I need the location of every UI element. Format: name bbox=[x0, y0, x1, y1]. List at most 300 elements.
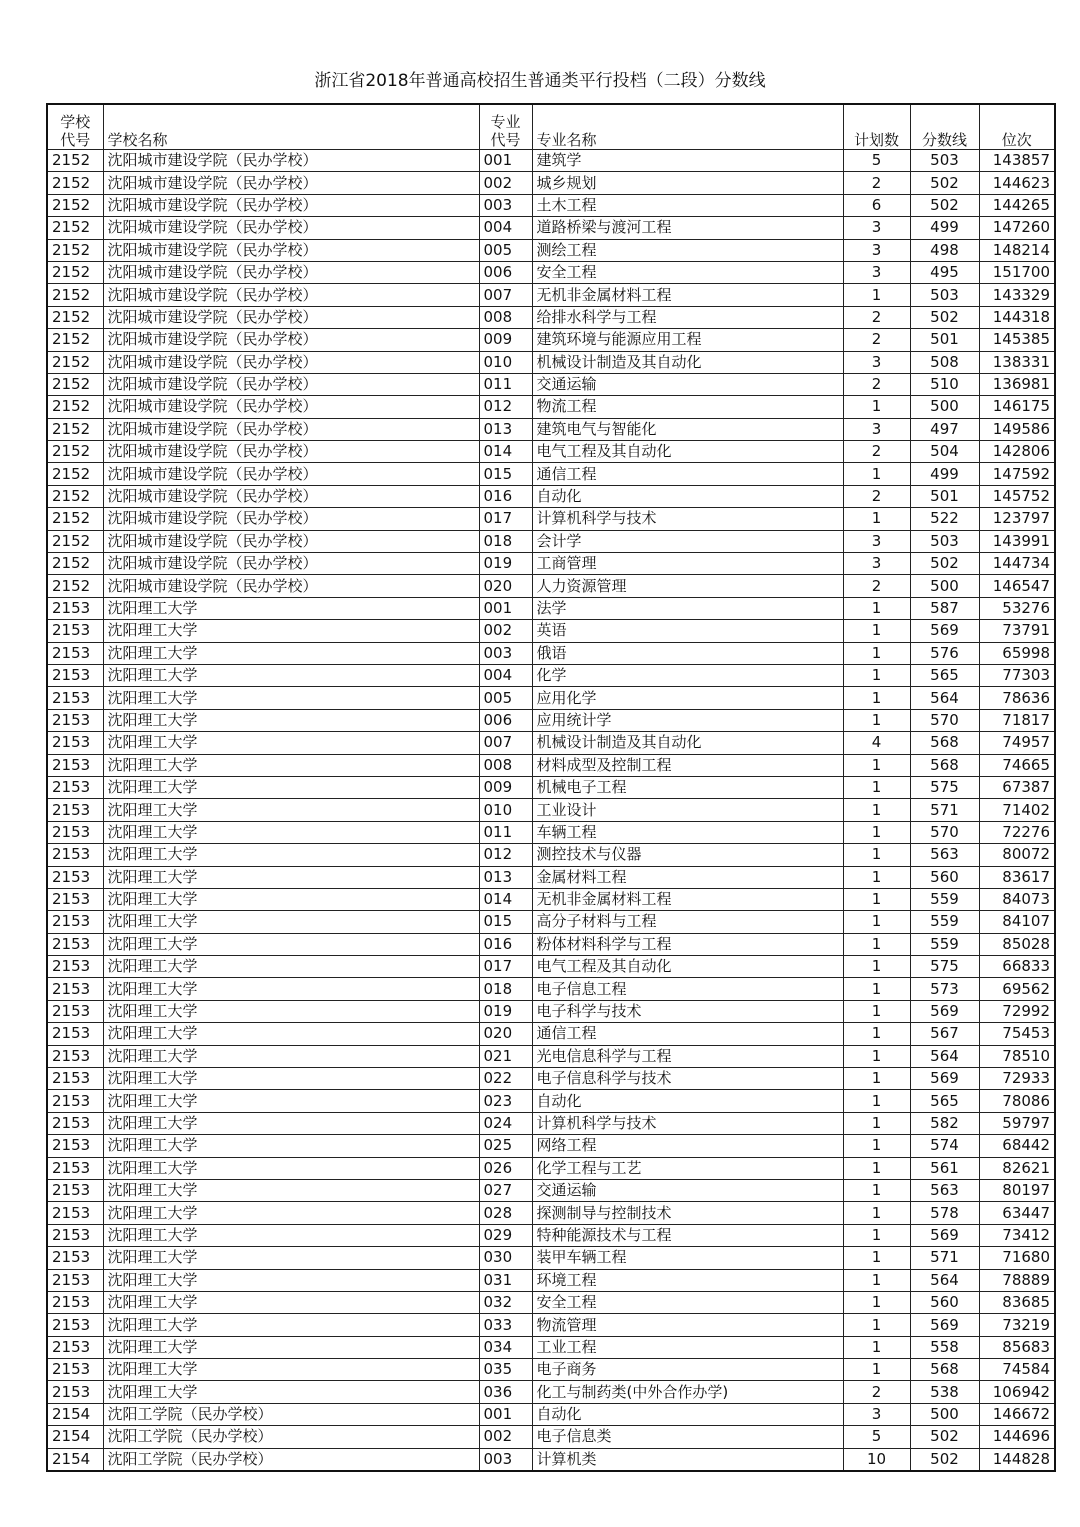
table-row bbox=[47, 664, 1055, 686]
major-name-cell: 无机非金属材料工程 bbox=[532, 284, 843, 306]
major-name-cell: 安全工程 bbox=[532, 261, 843, 283]
major-name-cell: 无机非金属材料工程 bbox=[532, 888, 843, 910]
table-row bbox=[47, 1336, 1055, 1358]
rank-cell: 147260 bbox=[979, 217, 1055, 239]
school-code-cell: 2154 bbox=[47, 1426, 103, 1448]
table-row bbox=[47, 306, 1055, 328]
major-name-cell: 俄语 bbox=[532, 642, 843, 664]
header-major-code: 专业 代号 bbox=[479, 104, 532, 150]
school-name-cell: 沈阳城市建设学院（民办学校） bbox=[103, 553, 479, 575]
table-row bbox=[47, 396, 1055, 418]
school-code-cell: 2153 bbox=[47, 888, 103, 910]
rank-cell: 85683 bbox=[979, 1336, 1055, 1358]
plan-count-cell: 1 bbox=[843, 1135, 910, 1157]
plan-count-cell: 1 bbox=[843, 709, 910, 731]
school-code-cell: 2153 bbox=[47, 821, 103, 843]
school-code-cell: 2153 bbox=[47, 664, 103, 686]
plan-count-cell: 1 bbox=[843, 396, 910, 418]
rank-cell: 145385 bbox=[979, 329, 1055, 351]
score-cell: 502 bbox=[910, 1448, 979, 1471]
school-code-cell: 2152 bbox=[47, 553, 103, 575]
score-cell: 564 bbox=[910, 1269, 979, 1291]
rank-cell: 85028 bbox=[979, 933, 1055, 955]
plan-count-cell: 2 bbox=[843, 373, 910, 395]
score-cell: 570 bbox=[910, 821, 979, 843]
plan-count-cell: 2 bbox=[843, 306, 910, 328]
major-code-cell: 015 bbox=[479, 911, 532, 933]
school-code-cell: 2153 bbox=[47, 1291, 103, 1313]
major-code-cell: 026 bbox=[479, 1157, 532, 1179]
major-name-cell: 通信工程 bbox=[532, 1023, 843, 1045]
school-code-cell: 2153 bbox=[47, 978, 103, 1000]
header-school-code: 学校 代号 bbox=[47, 104, 103, 150]
admission-score-table bbox=[46, 103, 1056, 1472]
rank-cell: 144623 bbox=[979, 172, 1055, 194]
table-row bbox=[47, 441, 1055, 463]
score-cell: 568 bbox=[910, 754, 979, 776]
major-code-cell: 028 bbox=[479, 1202, 532, 1224]
school-name-cell: 沈阳理工大学 bbox=[103, 1202, 479, 1224]
rank-cell: 77303 bbox=[979, 664, 1055, 686]
score-cell: 573 bbox=[910, 978, 979, 1000]
major-code-cell: 020 bbox=[479, 1023, 532, 1045]
table-row bbox=[47, 1359, 1055, 1381]
table-row bbox=[47, 1000, 1055, 1022]
school-name-cell: 沈阳工学院（民办学校） bbox=[103, 1448, 479, 1471]
school-code-cell: 2152 bbox=[47, 329, 103, 351]
school-name-cell: 沈阳理工大学 bbox=[103, 642, 479, 664]
plan-count-cell: 1 bbox=[843, 1112, 910, 1134]
major-name-cell: 电气工程及其自动化 bbox=[532, 956, 843, 978]
table-row bbox=[47, 687, 1055, 709]
school-code-cell: 2152 bbox=[47, 217, 103, 239]
school-name-cell: 沈阳城市建设学院（民办学校） bbox=[103, 373, 479, 395]
table-row bbox=[47, 776, 1055, 798]
major-name-cell: 工业工程 bbox=[532, 1336, 843, 1358]
school-code-cell: 2152 bbox=[47, 463, 103, 485]
rank-cell: 106942 bbox=[979, 1381, 1055, 1403]
plan-count-cell: 1 bbox=[843, 508, 910, 530]
major-code-cell: 010 bbox=[479, 351, 532, 373]
major-code-cell: 014 bbox=[479, 888, 532, 910]
plan-count-cell: 1 bbox=[843, 1179, 910, 1201]
plan-count-cell: 3 bbox=[843, 553, 910, 575]
table-row bbox=[47, 508, 1055, 530]
plan-count-cell: 1 bbox=[843, 1045, 910, 1067]
major-name-cell: 会计学 bbox=[532, 530, 843, 552]
major-code-cell: 025 bbox=[479, 1135, 532, 1157]
plan-count-cell: 3 bbox=[843, 351, 910, 373]
school-name-cell: 沈阳理工大学 bbox=[103, 1045, 479, 1067]
rank-cell: 146175 bbox=[979, 396, 1055, 418]
rank-cell: 151700 bbox=[979, 261, 1055, 283]
major-code-cell: 020 bbox=[479, 575, 532, 597]
table-row bbox=[47, 1269, 1055, 1291]
rank-cell: 59797 bbox=[979, 1112, 1055, 1134]
school-name-cell: 沈阳城市建设学院（民办学校） bbox=[103, 150, 479, 172]
plan-count-cell: 4 bbox=[843, 732, 910, 754]
major-code-cell: 002 bbox=[479, 1426, 532, 1448]
school-code-cell: 2153 bbox=[47, 1269, 103, 1291]
plan-count-cell: 1 bbox=[843, 597, 910, 619]
major-name-cell: 城乡规划 bbox=[532, 172, 843, 194]
score-cell: 503 bbox=[910, 530, 979, 552]
rank-cell: 74584 bbox=[979, 1359, 1055, 1381]
school-name-cell: 沈阳理工大学 bbox=[103, 664, 479, 686]
school-code-cell: 2153 bbox=[47, 1023, 103, 1045]
plan-count-cell: 2 bbox=[843, 575, 910, 597]
plan-count-cell: 3 bbox=[843, 239, 910, 261]
score-cell: 576 bbox=[910, 642, 979, 664]
major-code-cell: 004 bbox=[479, 664, 532, 686]
rank-cell: 138331 bbox=[979, 351, 1055, 373]
major-code-cell: 005 bbox=[479, 687, 532, 709]
score-cell: 503 bbox=[910, 284, 979, 306]
score-cell: 569 bbox=[910, 1068, 979, 1090]
major-name-cell: 网络工程 bbox=[532, 1135, 843, 1157]
school-name-cell: 沈阳理工大学 bbox=[103, 911, 479, 933]
rank-cell: 84107 bbox=[979, 911, 1055, 933]
plan-count-cell: 2 bbox=[843, 485, 910, 507]
table-row bbox=[47, 284, 1055, 306]
score-cell: 569 bbox=[910, 1000, 979, 1022]
school-name-cell: 沈阳城市建设学院（民办学校） bbox=[103, 261, 479, 283]
rank-cell: 147592 bbox=[979, 463, 1055, 485]
score-cell: 502 bbox=[910, 1426, 979, 1448]
rank-cell: 143329 bbox=[979, 284, 1055, 306]
table-row bbox=[47, 239, 1055, 261]
school-code-cell: 2152 bbox=[47, 172, 103, 194]
table-row bbox=[47, 933, 1055, 955]
plan-count-cell: 1 bbox=[843, 463, 910, 485]
school-code-cell: 2153 bbox=[47, 1224, 103, 1246]
table-row bbox=[47, 754, 1055, 776]
school-code-cell: 2152 bbox=[47, 284, 103, 306]
school-name-cell: 沈阳城市建设学院（民办学校） bbox=[103, 284, 479, 306]
score-cell: 502 bbox=[910, 306, 979, 328]
score-cell: 504 bbox=[910, 441, 979, 463]
school-name-cell: 沈阳城市建设学院（民办学校） bbox=[103, 239, 479, 261]
rank-cell: 68442 bbox=[979, 1135, 1055, 1157]
table-row bbox=[47, 1448, 1055, 1471]
major-code-cell: 010 bbox=[479, 799, 532, 821]
major-code-cell: 029 bbox=[479, 1224, 532, 1246]
plan-count-cell: 1 bbox=[843, 1157, 910, 1179]
major-code-cell: 016 bbox=[479, 933, 532, 955]
score-cell: 571 bbox=[910, 799, 979, 821]
school-name-cell: 沈阳理工大学 bbox=[103, 620, 479, 642]
school-name-cell: 沈阳理工大学 bbox=[103, 956, 479, 978]
table-row bbox=[47, 1314, 1055, 1336]
plan-count-cell: 1 bbox=[843, 284, 910, 306]
plan-count-cell: 2 bbox=[843, 329, 910, 351]
rank-cell: 82621 bbox=[979, 1157, 1055, 1179]
plan-count-cell: 1 bbox=[843, 776, 910, 798]
major-name-cell: 测控技术与仪器 bbox=[532, 844, 843, 866]
rank-cell: 71680 bbox=[979, 1247, 1055, 1269]
school-code-cell: 2153 bbox=[47, 776, 103, 798]
school-name-cell: 沈阳理工大学 bbox=[103, 1157, 479, 1179]
major-name-cell: 道路桥梁与渡河工程 bbox=[532, 217, 843, 239]
score-cell: 582 bbox=[910, 1112, 979, 1134]
score-cell: 499 bbox=[910, 217, 979, 239]
table-row bbox=[47, 1426, 1055, 1448]
score-cell: 574 bbox=[910, 1135, 979, 1157]
rank-cell: 142806 bbox=[979, 441, 1055, 463]
major-code-cell: 013 bbox=[479, 418, 532, 440]
score-cell: 563 bbox=[910, 1179, 979, 1201]
table-row bbox=[47, 597, 1055, 619]
school-name-cell: 沈阳理工大学 bbox=[103, 754, 479, 776]
rank-cell: 67387 bbox=[979, 776, 1055, 798]
table-row bbox=[47, 1224, 1055, 1246]
table-row bbox=[47, 1045, 1055, 1067]
major-code-cell: 012 bbox=[479, 396, 532, 418]
plan-count-cell: 1 bbox=[843, 1314, 910, 1336]
school-name-cell: 沈阳城市建设学院（民办学校） bbox=[103, 441, 479, 463]
school-code-cell: 2152 bbox=[47, 373, 103, 395]
score-cell: 561 bbox=[910, 1157, 979, 1179]
table-row bbox=[47, 1157, 1055, 1179]
score-cell: 559 bbox=[910, 911, 979, 933]
school-code-cell: 2153 bbox=[47, 1135, 103, 1157]
rank-cell: 143991 bbox=[979, 530, 1055, 552]
major-name-cell: 计算机类 bbox=[532, 1448, 843, 1471]
major-code-cell: 014 bbox=[479, 441, 532, 463]
table-row bbox=[47, 732, 1055, 754]
plan-count-cell: 1 bbox=[843, 956, 910, 978]
major-name-cell: 土木工程 bbox=[532, 194, 843, 216]
plan-count-cell: 1 bbox=[843, 1247, 910, 1269]
major-code-cell: 031 bbox=[479, 1269, 532, 1291]
major-code-cell: 008 bbox=[479, 754, 532, 776]
score-cell: 560 bbox=[910, 866, 979, 888]
school-name-cell: 沈阳城市建设学院（民办学校） bbox=[103, 329, 479, 351]
school-name-cell: 沈阳理工大学 bbox=[103, 1359, 479, 1381]
school-code-cell: 2152 bbox=[47, 441, 103, 463]
school-code-cell: 2153 bbox=[47, 1157, 103, 1179]
plan-count-cell: 1 bbox=[843, 821, 910, 843]
major-name-cell: 建筑学 bbox=[532, 150, 843, 172]
major-code-cell: 004 bbox=[479, 217, 532, 239]
major-code-cell: 035 bbox=[479, 1359, 532, 1381]
table-row bbox=[47, 1202, 1055, 1224]
plan-count-cell: 1 bbox=[843, 754, 910, 776]
rank-cell: 72992 bbox=[979, 1000, 1055, 1022]
major-name-cell: 测绘工程 bbox=[532, 239, 843, 261]
major-name-cell: 通信工程 bbox=[532, 463, 843, 485]
school-name-cell: 沈阳理工大学 bbox=[103, 844, 479, 866]
score-cell: 500 bbox=[910, 575, 979, 597]
table-row bbox=[47, 329, 1055, 351]
school-code-cell: 2153 bbox=[47, 687, 103, 709]
table-row bbox=[47, 553, 1055, 575]
rank-cell: 72276 bbox=[979, 821, 1055, 843]
school-code-cell: 2153 bbox=[47, 1045, 103, 1067]
major-code-cell: 003 bbox=[479, 194, 532, 216]
school-code-cell: 2153 bbox=[47, 1090, 103, 1112]
header-rank: 位次 bbox=[979, 104, 1055, 150]
major-name-cell: 工业设计 bbox=[532, 799, 843, 821]
school-code-cell: 2153 bbox=[47, 642, 103, 664]
rank-cell: 73791 bbox=[979, 620, 1055, 642]
school-code-cell: 2153 bbox=[47, 1381, 103, 1403]
plan-count-cell: 3 bbox=[843, 261, 910, 283]
rank-cell: 144828 bbox=[979, 1448, 1055, 1471]
school-name-cell: 沈阳城市建设学院（民办学校） bbox=[103, 396, 479, 418]
score-cell: 497 bbox=[910, 418, 979, 440]
school-name-cell: 沈阳理工大学 bbox=[103, 1291, 479, 1313]
major-name-cell: 应用统计学 bbox=[532, 709, 843, 731]
score-cell: 568 bbox=[910, 732, 979, 754]
plan-count-cell: 5 bbox=[843, 1426, 910, 1448]
school-name-cell: 沈阳理工大学 bbox=[103, 1381, 479, 1403]
score-cell: 502 bbox=[910, 172, 979, 194]
major-name-cell: 电子科学与技术 bbox=[532, 1000, 843, 1022]
major-name-cell: 环境工程 bbox=[532, 1269, 843, 1291]
major-code-cell: 015 bbox=[479, 463, 532, 485]
rank-cell: 72933 bbox=[979, 1068, 1055, 1090]
school-code-cell: 2153 bbox=[47, 1359, 103, 1381]
score-cell: 502 bbox=[910, 194, 979, 216]
rank-cell: 73412 bbox=[979, 1224, 1055, 1246]
major-code-cell: 006 bbox=[479, 709, 532, 731]
school-name-cell: 沈阳理工大学 bbox=[103, 1000, 479, 1022]
rank-cell: 78636 bbox=[979, 687, 1055, 709]
school-code-cell: 2153 bbox=[47, 1336, 103, 1358]
major-name-cell: 应用化学 bbox=[532, 687, 843, 709]
plan-count-cell: 1 bbox=[843, 1068, 910, 1090]
major-name-cell: 粉体材料科学与工程 bbox=[532, 933, 843, 955]
school-name-cell: 沈阳城市建设学院（民办学校） bbox=[103, 351, 479, 373]
rank-cell: 75453 bbox=[979, 1023, 1055, 1045]
school-name-cell: 沈阳城市建设学院（民办学校） bbox=[103, 485, 479, 507]
score-cell: 564 bbox=[910, 687, 979, 709]
rank-cell: 144318 bbox=[979, 306, 1055, 328]
school-code-cell: 2152 bbox=[47, 351, 103, 373]
major-code-cell: 032 bbox=[479, 1291, 532, 1313]
major-name-cell: 法学 bbox=[532, 597, 843, 619]
score-cell: 564 bbox=[910, 1045, 979, 1067]
plan-count-cell: 1 bbox=[843, 664, 910, 686]
school-name-cell: 沈阳理工大学 bbox=[103, 933, 479, 955]
school-code-cell: 2153 bbox=[47, 911, 103, 933]
score-cell: 578 bbox=[910, 1202, 979, 1224]
major-code-cell: 009 bbox=[479, 329, 532, 351]
plan-count-cell: 1 bbox=[843, 933, 910, 955]
school-code-cell: 2152 bbox=[47, 194, 103, 216]
table-row bbox=[47, 1403, 1055, 1425]
table-row bbox=[47, 956, 1055, 978]
plan-count-cell: 1 bbox=[843, 911, 910, 933]
major-name-cell: 高分子材料与工程 bbox=[532, 911, 843, 933]
school-name-cell: 沈阳城市建设学院（民办学校） bbox=[103, 306, 479, 328]
school-code-cell: 2153 bbox=[47, 1068, 103, 1090]
table-row bbox=[47, 1179, 1055, 1201]
major-name-cell: 给排水科学与工程 bbox=[532, 306, 843, 328]
table-row bbox=[47, 1247, 1055, 1269]
score-cell: 498 bbox=[910, 239, 979, 261]
rank-cell: 143857 bbox=[979, 150, 1055, 172]
major-name-cell: 金属材料工程 bbox=[532, 866, 843, 888]
major-name-cell: 建筑电气与智能化 bbox=[532, 418, 843, 440]
rank-cell: 80197 bbox=[979, 1179, 1055, 1201]
major-code-cell: 030 bbox=[479, 1247, 532, 1269]
score-cell: 569 bbox=[910, 1224, 979, 1246]
table-row bbox=[47, 642, 1055, 664]
major-code-cell: 006 bbox=[479, 261, 532, 283]
table-row bbox=[47, 821, 1055, 843]
major-code-cell: 001 bbox=[479, 1403, 532, 1425]
score-cell: 575 bbox=[910, 956, 979, 978]
school-name-cell: 沈阳理工大学 bbox=[103, 1135, 479, 1157]
school-name-cell: 沈阳理工大学 bbox=[103, 597, 479, 619]
school-name-cell: 沈阳理工大学 bbox=[103, 1112, 479, 1134]
score-cell: 575 bbox=[910, 776, 979, 798]
school-code-cell: 2153 bbox=[47, 1247, 103, 1269]
school-name-cell: 沈阳理工大学 bbox=[103, 1068, 479, 1090]
major-name-cell: 光电信息科学与工程 bbox=[532, 1045, 843, 1067]
major-name-cell: 电子信息科学与技术 bbox=[532, 1068, 843, 1090]
school-name-cell: 沈阳城市建设学院（民办学校） bbox=[103, 508, 479, 530]
major-name-cell: 电子信息工程 bbox=[532, 978, 843, 1000]
rank-cell: 145752 bbox=[979, 485, 1055, 507]
rank-cell: 80072 bbox=[979, 844, 1055, 866]
major-name-cell: 探测制导与控制技术 bbox=[532, 1202, 843, 1224]
table-header-row bbox=[47, 104, 1055, 150]
major-name-cell: 电气工程及其自动化 bbox=[532, 441, 843, 463]
table-row bbox=[47, 911, 1055, 933]
rank-cell: 78510 bbox=[979, 1045, 1055, 1067]
rank-cell: 83685 bbox=[979, 1291, 1055, 1313]
major-name-cell: 安全工程 bbox=[532, 1291, 843, 1313]
rank-cell: 144265 bbox=[979, 194, 1055, 216]
school-code-cell: 2152 bbox=[47, 575, 103, 597]
school-name-cell: 沈阳理工大学 bbox=[103, 1090, 479, 1112]
plan-count-cell: 2 bbox=[843, 1381, 910, 1403]
table-row bbox=[47, 1023, 1055, 1045]
school-name-cell: 沈阳城市建设学院（民办学校） bbox=[103, 530, 479, 552]
table-row bbox=[47, 888, 1055, 910]
school-name-cell: 沈阳城市建设学院（民办学校） bbox=[103, 418, 479, 440]
major-code-cell: 009 bbox=[479, 776, 532, 798]
major-name-cell: 计算机科学与技术 bbox=[532, 1112, 843, 1134]
score-cell: 560 bbox=[910, 1291, 979, 1313]
table-row bbox=[47, 261, 1055, 283]
school-name-cell: 沈阳理工大学 bbox=[103, 1314, 479, 1336]
rank-cell: 69562 bbox=[979, 978, 1055, 1000]
page-title: 浙江省2018年普通高校招生普通类平行投档（二段）分数线 bbox=[314, 71, 766, 91]
plan-count-cell: 1 bbox=[843, 799, 910, 821]
major-code-cell: 024 bbox=[479, 1112, 532, 1134]
major-name-cell: 电子信息类 bbox=[532, 1426, 843, 1448]
school-name-cell: 沈阳理工大学 bbox=[103, 732, 479, 754]
major-name-cell: 建筑环境与能源应用工程 bbox=[532, 329, 843, 351]
school-code-cell: 2152 bbox=[47, 485, 103, 507]
rank-cell: 71402 bbox=[979, 799, 1055, 821]
plan-count-cell: 1 bbox=[843, 1023, 910, 1045]
rank-cell: 149586 bbox=[979, 418, 1055, 440]
score-cell: 510 bbox=[910, 373, 979, 395]
major-code-cell: 033 bbox=[479, 1314, 532, 1336]
rank-cell: 83617 bbox=[979, 866, 1055, 888]
rank-cell: 73219 bbox=[979, 1314, 1055, 1336]
table-row bbox=[47, 1291, 1055, 1313]
school-code-cell: 2153 bbox=[47, 620, 103, 642]
major-code-cell: 003 bbox=[479, 642, 532, 664]
rank-cell: 66833 bbox=[979, 956, 1055, 978]
rank-cell: 146672 bbox=[979, 1403, 1055, 1425]
